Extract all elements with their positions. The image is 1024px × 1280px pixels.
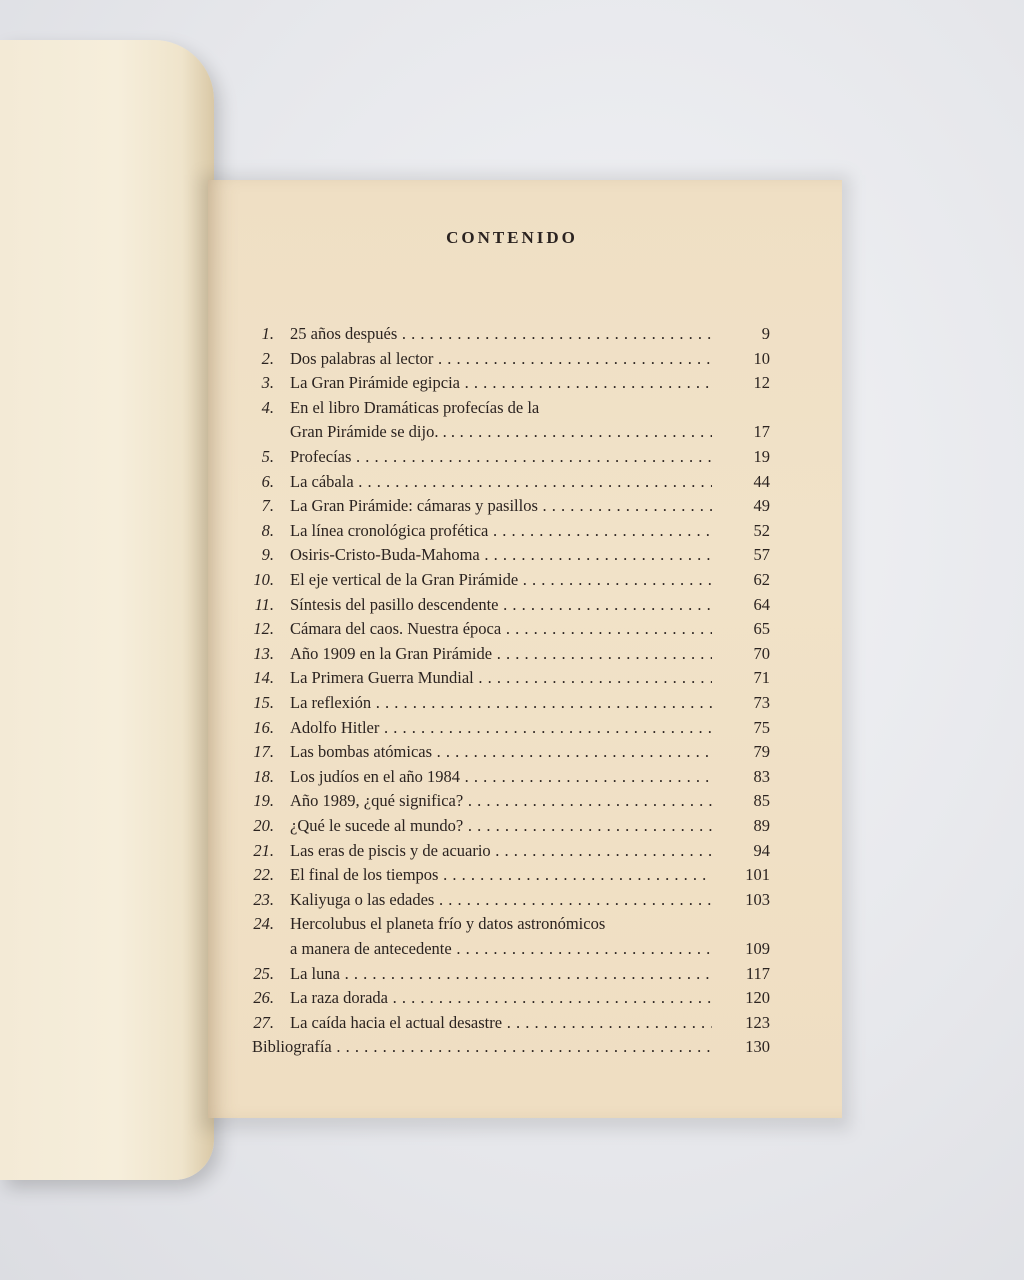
entry-number: 18. <box>253 766 274 786</box>
entry-page-number: 71 <box>753 668 770 688</box>
entry-title: El final de los tiempos . . . <box>290 863 712 887</box>
entry-page-number: 103 <box>745 889 770 909</box>
entry-page-number: 120 <box>745 988 770 1008</box>
toc-entry <box>240 445 780 469</box>
entry-title: La caída hacia el actual desastre . . . <box>290 1011 712 1035</box>
entry-page-number: 49 <box>753 496 770 516</box>
entry-page-number: 17 <box>753 422 770 442</box>
entry-title-line1: En el libro Dramáticas profecías de la <box>290 397 540 417</box>
entry-number: 7. <box>261 496 274 516</box>
toc-entry <box>240 568 780 592</box>
entry-page-number: 73 <box>753 693 770 712</box>
toc-entry <box>240 691 780 715</box>
entry-title: Adolfo Hitler . . . <box>290 716 712 740</box>
toc-entry <box>240 789 780 813</box>
toc-entry <box>240 470 780 494</box>
toc-entry-continuation <box>240 420 780 444</box>
toc-entry <box>240 765 780 789</box>
toc-entry <box>240 986 780 1010</box>
entry-page-number: 130 <box>745 1037 770 1057</box>
entry-title: Síntesis del pasillo descendente . . . <box>290 593 712 617</box>
entry-number: 5. <box>261 447 274 466</box>
entry-number: 13. <box>253 643 274 663</box>
toc-entry <box>240 888 780 912</box>
entry-title: Año 1909 en la Gran Pirámide . . . <box>290 642 712 666</box>
entry-number: 17. <box>253 742 274 762</box>
entry-title: La Primera Guerra Mundial . . . <box>290 666 712 690</box>
toc-entry <box>240 666 780 690</box>
entry-number: 12. <box>253 619 274 639</box>
toc-entry <box>240 396 780 420</box>
toc-entry <box>240 814 780 838</box>
entry-title: La cábala . . . <box>290 470 712 494</box>
entry-number: 8. <box>261 520 274 540</box>
entry-title: Año 1989, ¿qué significa? . . . <box>290 789 712 813</box>
entry-title: La Gran Pirámide egipcia . . . <box>290 371 712 395</box>
entry-title: Dos palabras al lector . . . <box>290 347 712 371</box>
entry-page-number: 75 <box>753 717 770 737</box>
entry-title: La línea cronológica profética . . . <box>290 519 712 543</box>
entry-number: 22. <box>253 865 274 885</box>
entry-page-number: 12 <box>753 373 770 393</box>
toc-entry <box>240 371 780 395</box>
entry-number: 3. <box>261 373 274 393</box>
entry-page-number: 65 <box>753 619 770 639</box>
toc-entry <box>240 543 780 567</box>
entry-page-number: 64 <box>753 594 770 614</box>
entry-title: La raza dorada . . . <box>290 986 712 1010</box>
entry-title: El eje vertical de la Gran Pirámide . . . <box>290 568 712 592</box>
toc-entry <box>240 716 780 740</box>
entry-page-number: 94 <box>753 840 770 860</box>
toc-entry <box>240 839 780 863</box>
entry-number: 2. <box>261 348 274 368</box>
entry-title: La Gran Pirámide: cámaras y pasillos . . . <box>290 494 712 518</box>
entry-number: 9. <box>261 545 274 565</box>
entry-page-number: 83 <box>753 766 770 786</box>
entry-title-line1: Hercolubus el planeta frío y datos astronómicos <box>290 914 606 934</box>
entry-number: 23. <box>253 889 274 909</box>
toc-entry <box>240 1011 780 1035</box>
entry-page-number: 85 <box>753 791 770 811</box>
entry-number: 16. <box>253 717 274 737</box>
toc-entry <box>240 912 780 936</box>
entry-title: Profecías . . . <box>290 445 712 469</box>
entry-page-number: 62 <box>753 570 770 589</box>
entry-page-number: 109 <box>745 939 770 958</box>
toc-entry <box>240 962 780 986</box>
entry-number: 27. <box>253 1012 274 1032</box>
toc-entry <box>240 347 780 371</box>
entry-title: Las bombas atómicas . . . <box>290 740 712 764</box>
toc-entry <box>240 863 780 887</box>
page-title: CONTENIDO <box>446 228 578 247</box>
entry-title: Osiris-Cristo-Buda-Mahoma . . . <box>290 543 712 567</box>
entry-number: 21. <box>253 840 274 860</box>
entry-page-number: 89 <box>753 816 770 835</box>
toc-entry <box>240 642 780 666</box>
entry-number: 25. <box>253 963 274 983</box>
toc-entry-continuation <box>240 937 780 961</box>
entry-title: Kaliyuga o las edades . . . <box>290 888 712 912</box>
entry-title: Las eras de piscis y de acuario . . . <box>290 839 712 863</box>
entry-title: Los judíos en el año 1984 . . . <box>290 765 712 789</box>
toc-entry <box>240 494 780 518</box>
entry-title: 25 años después . . . <box>290 322 712 346</box>
entry-number: 14. <box>253 668 274 688</box>
entry-page-number: 44 <box>753 471 770 491</box>
entry-page-number: 19 <box>753 447 770 466</box>
entry-page-number: 117 <box>745 963 770 983</box>
entry-number: 6. <box>261 471 274 491</box>
entry-number: 4. <box>261 397 274 417</box>
toc-bibliography <box>240 1035 780 1059</box>
entry-title-line2: Gran Pirámide se dijo. . . . . . <box>290 420 712 444</box>
entry-title: La reflexión . . . <box>290 691 712 715</box>
entry-number: 15. <box>253 693 274 712</box>
toc-entry <box>240 593 780 617</box>
entry-page-number: 101 <box>745 865 770 885</box>
entry-page-number: 123 <box>745 1012 770 1032</box>
entry-number: 11. <box>254 594 274 614</box>
entry-page-number: 79 <box>753 742 770 762</box>
entry-page-number: 9 <box>761 324 770 343</box>
entry-page-number: 70 <box>753 643 770 663</box>
entry-page-number: 10 <box>753 348 770 368</box>
left-book-page <box>0 40 214 1180</box>
entry-title: ¿Qué le sucede al mundo? . . . <box>290 814 712 838</box>
toc-entry <box>240 519 780 543</box>
entry-number: 20. <box>253 816 274 835</box>
entry-number: 26. <box>253 988 274 1008</box>
toc-entry <box>240 322 780 346</box>
entry-title: La luna . . . <box>290 962 712 986</box>
entry-title: Cámara del caos. Nuestra época . . . <box>290 617 712 641</box>
entry-page-number: 57 <box>753 545 770 565</box>
entry-number: 1. <box>261 324 274 343</box>
entry-page-number: 52 <box>753 520 770 540</box>
entry-number: 19. <box>253 791 274 811</box>
entry-number: 24. <box>253 914 274 934</box>
entry-title-line2: a manera de antecedente . . . <box>290 937 712 961</box>
entry-title: Bibliografía . . . <box>252 1035 712 1059</box>
toc-entry <box>240 617 780 641</box>
toc-entry <box>240 740 780 764</box>
entry-number: 10. <box>253 570 274 589</box>
